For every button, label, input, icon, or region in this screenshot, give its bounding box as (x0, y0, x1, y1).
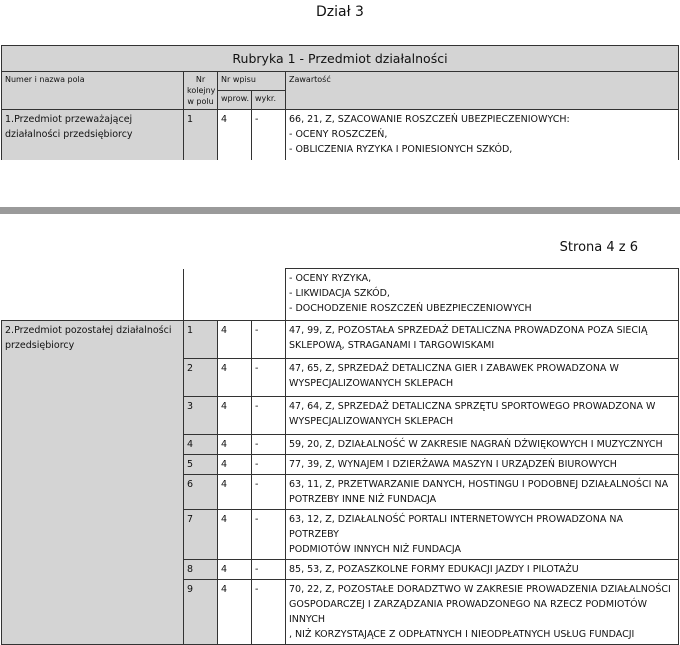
content-line: PODMIOTÓW INNYCH NIŻ FUNDACJA (289, 544, 461, 555)
content-line: GOSPODARCZEJ I ZARZĄDZANIA PROWADZONEGO NA RZECZ PODMIOTÓW INNYCH (289, 599, 648, 625)
row-nr: 1 (184, 321, 218, 359)
content-line: 47, 99, Z, POZOSTAŁA SPRZEDAŻ DETALICZNA PROWADZONA POZA SIECIĄ (289, 325, 648, 336)
content-line: - OCENY RYZYKA, (289, 273, 372, 284)
row-content (286, 580, 679, 645)
row-nr: 8 (184, 560, 218, 580)
row-wprow: 4 (218, 397, 252, 435)
row-content (286, 321, 679, 359)
content-line: 47, 64, Z, SPRZEDAŻ DETALICZNA SPRZĘTU SPORTOWEGO PROWADZONA W (289, 401, 656, 412)
field1-content-page1 (286, 110, 679, 160)
row-wykr: - (252, 475, 286, 510)
blank-cell (252, 269, 286, 321)
header-content: Zawartość (286, 72, 679, 110)
content-line: 77, 39, Z, WYNAJEM I DZIERŻAWA MASZYN I URZĄDZEŃ BIUROWYCH (289, 459, 617, 470)
row-wykr: - (252, 435, 286, 455)
content-line: 63, 11, Z, PRZETWARZANIE DANYCH, HOSTINGU I PODOBNEJ DZIAŁALNOŚCI NA (289, 479, 669, 490)
blank-cell (2, 269, 184, 321)
row-content (286, 359, 679, 397)
content-line: 85, 53, Z, POZASZKOLNE FORMY EDUKACJI JAZDY I PILOTAŻU (289, 564, 579, 575)
content-line: - OCENY ROSZCZEŃ, (289, 129, 388, 140)
row-wykr: - (252, 397, 286, 435)
row-wykr: - (252, 321, 286, 359)
row-wprow: 4 (218, 580, 252, 645)
row-wykr: - (252, 510, 286, 560)
row-nr: 9 (184, 580, 218, 645)
row-nr: 3 (184, 397, 218, 435)
header-wprow: wprow. (218, 91, 252, 110)
register-table-page-1 (1, 45, 679, 160)
content-line: POTRZEBY INNE NIŻ FUNDACJA (289, 494, 437, 505)
content-line: 47, 65, Z, SPRZEDAŻ DETALICZNA GIER I ZABAWEK PROWADZONA W (289, 363, 619, 374)
row-wprow: 4 (218, 560, 252, 580)
header-field-name: Numer i nazwa pola (2, 72, 184, 110)
field1-name: 1.Przedmiot przeważającej działalności przedsiębiorcy (2, 110, 184, 160)
row-wykr: - (252, 560, 286, 580)
content-line: 63, 12, Z, DZIAŁALNOŚĆ PORTALI INTERNETOWYCH PROWADZONA NA POTRZEBY (289, 514, 624, 540)
row-content (286, 455, 679, 475)
row-wprow: 4 (218, 435, 252, 455)
row-wprow: 4 (218, 321, 252, 359)
row-nr: 4 (184, 435, 218, 455)
rubric-title: Rubryka 1 - Przedmiot działalności (2, 46, 679, 72)
row-wprow: 4 (218, 455, 252, 475)
row-nr: 7 (184, 510, 218, 560)
field1-wprow: 4 (218, 110, 252, 160)
row-wprow: 4 (218, 510, 252, 560)
register-table-page-2 (1, 268, 679, 645)
content-line: 66, 21, Z, SZACOWANIE ROSZCZEŃ UBEZPIECZENIOWYCH: (289, 114, 570, 125)
row-nr: 6 (184, 475, 218, 510)
content-line: 70, 22, Z, POZOSTAŁE DORADZTWO W ZAKRESIE PROWADZENIA DZIAŁALNOŚCI (289, 584, 671, 595)
field1-content-page2 (286, 269, 679, 321)
table-row (2, 321, 679, 359)
row-content (286, 510, 679, 560)
content-line: - OBLICZENIA RYZYKA I PONIESIONYCH SZKÓD, (289, 144, 513, 155)
content-line: WYSPECJALIZOWANYCH SKLEPACH (289, 378, 454, 389)
section-title: Dział 3 (316, 4, 364, 20)
row-wykr: - (252, 359, 286, 397)
content-line: 59, 20, Z, DZIAŁALNOŚĆ W ZAKRESIE NAGRAŃ DŹWIĘKOWYCH I MUZYCZNYCH (289, 439, 663, 450)
field1-wykr: - (252, 110, 286, 160)
row-nr: 5 (184, 455, 218, 475)
content-line: WYSPECJALIZOWANYCH SKLEPACH (289, 416, 454, 427)
row-nr: 2 (184, 359, 218, 397)
row-content (286, 435, 679, 455)
row-wykr: - (252, 455, 286, 475)
field2-name: 2.Przedmiot pozostałej działalności przedsiębiorcy (2, 321, 184, 645)
field2-rows (2, 321, 679, 645)
content-line: SKLEPOWĄ, STRAGANAMI I TARGOWISKAMI (289, 340, 495, 351)
field1-nr: 1 (184, 110, 218, 160)
content-line: - DOCHODZENIE ROSZCZEŃ UBEZPIECZENIOWYCH (289, 303, 532, 314)
blank-cell (218, 269, 252, 321)
blank-cell (184, 269, 218, 321)
row-wykr: - (252, 580, 286, 645)
header-nr-wpisu: Nr wpisu (218, 72, 286, 91)
header-wykr: wykr. (252, 91, 286, 110)
row-wprow: 4 (218, 475, 252, 510)
row-content (286, 475, 679, 510)
page-divider (0, 207, 680, 214)
page-number: Strona 4 z 6 (559, 240, 638, 255)
row-content (286, 560, 679, 580)
row-wprow: 4 (218, 359, 252, 397)
content-line: - LIKWIDACJA SZKÓD, (289, 288, 390, 299)
header-nr-kolejny: Nr kolejny w polu (184, 72, 218, 110)
row-content (286, 397, 679, 435)
content-line: , NIŻ KORZYSTAJĄCE Z ODPŁATNYCH I NIEODPŁATNYCH USŁUG FUNDACJI (289, 629, 635, 640)
